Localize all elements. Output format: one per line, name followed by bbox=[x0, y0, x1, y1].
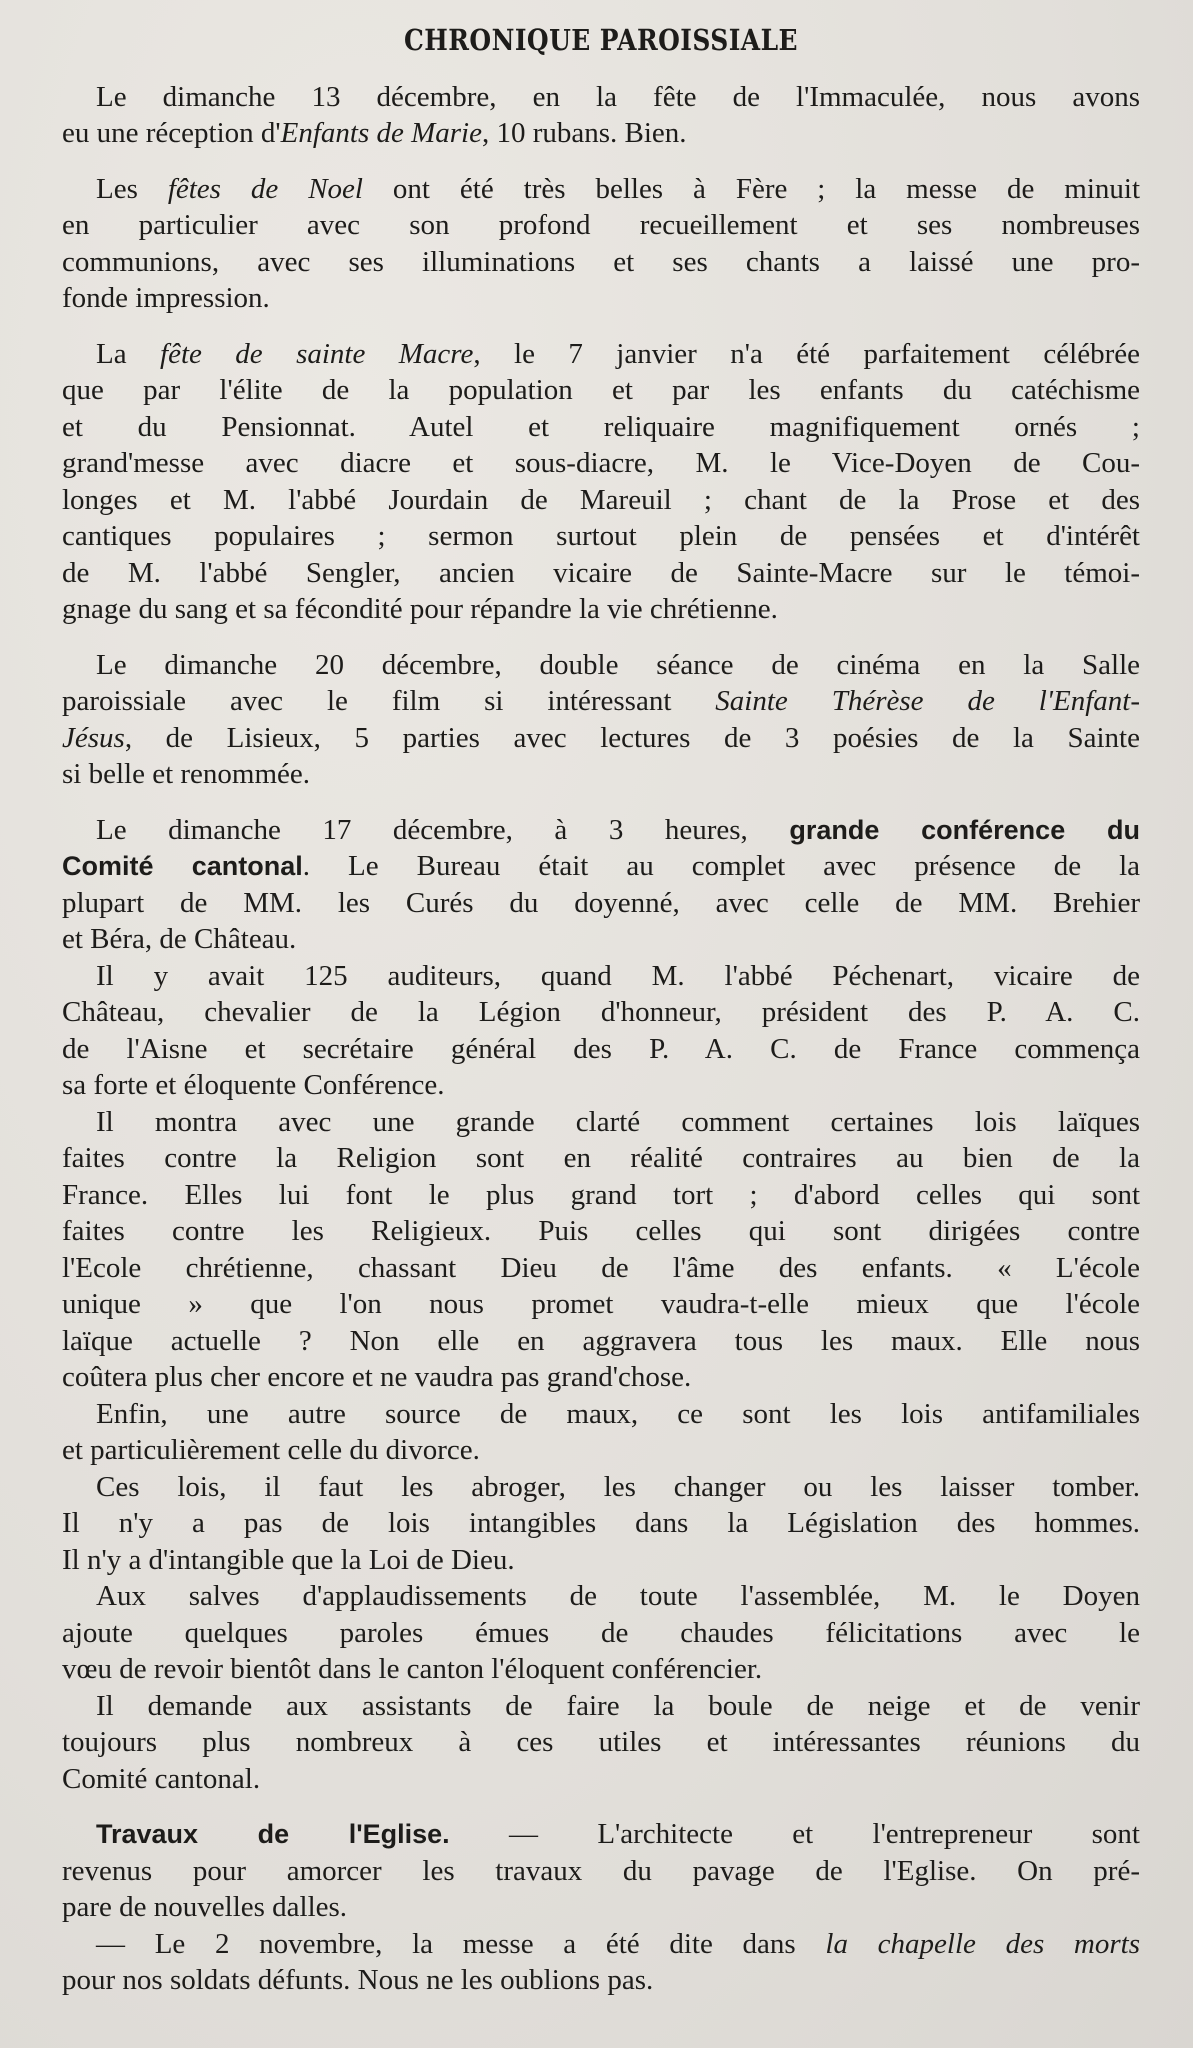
bold-text: Comité cantonal bbox=[62, 851, 303, 881]
text-segment: La bbox=[96, 337, 161, 370]
text-line bbox=[62, 683, 1140, 720]
text-segment: Les bbox=[96, 172, 168, 205]
text-segment: Le dimanche 13 décembre, en la fête de l'Immaculée, nous avons bbox=[96, 80, 1140, 113]
text-segment: cantiques populaires ; sermon surtout plein de pensées et d'intérêt bbox=[62, 520, 1140, 552]
text-segment: sa forte et éloquente Conférence. bbox=[62, 1069, 445, 1101]
text-segment: faites contre la Religion sont en réalité contraires au bien de la bbox=[62, 1142, 1140, 1174]
paragraph bbox=[62, 336, 1140, 628]
text-line bbox=[62, 1542, 1140, 1579]
text-segment: de M. l'abbé Sengler, ancien vicaire de Sainte-Macre sur le témoi- bbox=[62, 556, 1140, 589]
text-line bbox=[62, 1396, 1140, 1433]
italic-text: fête de sainte Macre bbox=[160, 337, 474, 370]
text-line bbox=[62, 372, 1140, 409]
text-line bbox=[62, 885, 1140, 922]
text-line bbox=[62, 1104, 1140, 1141]
text-segment: grand'messe avec diacre et sous-diacre, M. le Vice-Doyen de Cou- bbox=[62, 447, 1140, 479]
text-segment: coûtera plus cher encore et ne vaudra pas grand'chose. bbox=[62, 1361, 692, 1393]
text-segment: ajoute quelques paroles émues de chaudes félicitations avec le bbox=[62, 1616, 1140, 1649]
text-line bbox=[62, 994, 1140, 1031]
article-body bbox=[62, 79, 1140, 1999]
text-segment: Château, chevalier de la Légion d'honneur, président des P. A. C. bbox=[62, 996, 1140, 1028]
text-line bbox=[62, 1286, 1140, 1323]
paragraph bbox=[62, 171, 1140, 317]
italic-text: la chapelle des morts bbox=[825, 1927, 1140, 1960]
text-line bbox=[62, 1615, 1140, 1652]
text-segment: Ces lois, il faut les abroger, les changer ou les laisser tomber. bbox=[96, 1470, 1140, 1503]
text-segment: Enfin, une autre source de maux, ce sont les lois antifamiliales bbox=[96, 1397, 1140, 1430]
text-line bbox=[62, 1724, 1140, 1761]
text-line bbox=[62, 1651, 1140, 1688]
paragraph bbox=[62, 1396, 1140, 1469]
text-line bbox=[62, 79, 1140, 116]
paragraph bbox=[62, 1578, 1140, 1688]
paragraph bbox=[62, 1688, 1140, 1798]
text-segment: — Le 2 novembre, la messe a été dite dans bbox=[96, 1927, 826, 1960]
text-line bbox=[62, 555, 1140, 592]
text-segment: , le 7 janvier n'a été parfaitement célébrée bbox=[473, 337, 1140, 370]
text-segment: Comité cantonal. bbox=[62, 1762, 261, 1795]
text-segment: en particulier avec son profond recueillement et ses nombreuses bbox=[62, 209, 1140, 241]
text-line bbox=[62, 848, 1140, 885]
text-line bbox=[62, 1140, 1140, 1177]
text-segment: paroissiale avec le film si intéressant bbox=[62, 685, 716, 717]
text-segment: toujours plus nombreux à ces utiles et intéressantes réunions du bbox=[62, 1726, 1140, 1758]
text-segment: fonde impression. bbox=[62, 282, 270, 314]
text-segment: Il montra avec une grande clarté comment certaines lois laïques bbox=[96, 1105, 1140, 1138]
text-segment: revenus pour amorcer les travaux du pavage de l'Eglise. On pré- bbox=[62, 1854, 1140, 1887]
italic-text: fêtes de Noel bbox=[167, 172, 363, 205]
text-line bbox=[62, 720, 1140, 757]
text-line bbox=[62, 171, 1140, 208]
text-segment: communions, avec ses illuminations et ses chants a laissé une pro- bbox=[62, 245, 1140, 278]
text-line bbox=[62, 812, 1140, 849]
text-line bbox=[62, 1578, 1140, 1615]
text-segment: plupart de MM. les Curés du doyenné, avec celle de MM. Brehier bbox=[62, 886, 1140, 919]
text-segment: et particulièrement celle du divorce. bbox=[62, 1434, 480, 1466]
text-line bbox=[62, 280, 1140, 317]
text-line bbox=[62, 1889, 1140, 1926]
bold-text: grande conférence du bbox=[789, 814, 1140, 845]
text-segment: France. Elles lui font le plus grand tort ; d'abord celles qui sont bbox=[62, 1178, 1140, 1211]
italic-text: Sainte Thérèse de l'Enfant- bbox=[715, 685, 1140, 717]
text-line bbox=[62, 1177, 1140, 1214]
text-segment: unique » que l'on nous promet vaudra-t-elle mieux que l'école bbox=[62, 1288, 1140, 1320]
text-segment: Il n'y a d'intangible que la Loi de Dieu. bbox=[62, 1543, 515, 1576]
paragraph bbox=[62, 79, 1140, 152]
text-line bbox=[62, 518, 1140, 555]
paragraph bbox=[62, 812, 1140, 958]
text-segment: eu une réception d' bbox=[62, 117, 281, 149]
italic-text: Jésus bbox=[62, 721, 125, 754]
paragraph bbox=[62, 1104, 1140, 1396]
text-segment: Le dimanche 17 décembre, à 3 heures, bbox=[96, 813, 790, 846]
text-segment: Il y avait 125 auditeurs, quand M. l'abbé Péchenart, vicaire de bbox=[96, 959, 1140, 992]
text-segment: — L'architecte et l'entrepreneur sont bbox=[449, 1818, 1140, 1850]
text-line bbox=[62, 1213, 1140, 1250]
text-line bbox=[62, 1688, 1140, 1725]
text-segment: , 10 rubans. Bien. bbox=[481, 117, 687, 149]
text-segment: Il n'y a pas de lois intangibles dans la Législation des hommes. bbox=[62, 1507, 1140, 1539]
text-line bbox=[62, 445, 1140, 482]
document-page bbox=[62, 22, 1140, 1999]
text-line bbox=[62, 1432, 1140, 1469]
italic-text: Enfants de Marie bbox=[280, 117, 482, 149]
text-line bbox=[62, 756, 1140, 793]
text-line bbox=[62, 1761, 1140, 1798]
paragraph bbox=[62, 1926, 1140, 1999]
text-line bbox=[62, 1505, 1140, 1542]
text-line bbox=[62, 1359, 1140, 1396]
text-segment: que par l'élite de la population et par les enfants du catéchisme bbox=[62, 374, 1140, 406]
text-line bbox=[62, 1926, 1140, 1963]
paragraph bbox=[62, 1816, 1140, 1926]
text-segment: faites contre les Religieux. Puis celles qui sont dirigées contre bbox=[62, 1215, 1140, 1247]
text-line bbox=[62, 1816, 1140, 1853]
paragraph bbox=[62, 958, 1140, 1104]
text-segment: ont été très belles à Fère ; la messe de minuit bbox=[362, 172, 1141, 205]
text-line bbox=[62, 1853, 1140, 1890]
text-segment: , de Lisieux, 5 parties avec lectures de 3 poésies de la Sainte bbox=[124, 721, 1140, 754]
text-segment: Il demande aux assistants de faire la boule de neige et de venir bbox=[96, 1689, 1140, 1722]
text-segment: et du Pensionnat. Autel et reliquaire magnifiquement ornés ; bbox=[62, 410, 1140, 443]
text-line bbox=[62, 1469, 1140, 1506]
text-line bbox=[62, 244, 1140, 281]
text-segment: de l'Aisne et secrétaire général des P. A. C. de France commença bbox=[62, 1032, 1140, 1065]
text-segment: si belle et renommée. bbox=[62, 758, 311, 790]
text-segment: gnage du sang et sa fécondité pour répandre la vie chrétienne. bbox=[62, 593, 778, 625]
text-line bbox=[62, 482, 1140, 519]
bold-text: Travaux de l'Eglise. bbox=[96, 1819, 450, 1849]
text-segment: laïque actuelle ? Non elle en aggravera tous les maux. Elle nous bbox=[62, 1324, 1140, 1357]
text-segment: longes et M. l'abbé Jourdain de Mareuil ; chant de la Prose et des bbox=[62, 483, 1140, 516]
text-segment: pare de nouvelles dalles. bbox=[62, 1891, 348, 1923]
paragraph bbox=[62, 1469, 1140, 1579]
text-line bbox=[62, 958, 1140, 995]
text-line bbox=[62, 591, 1140, 628]
text-line bbox=[62, 1067, 1140, 1104]
text-segment: pour nos soldats défunts. Nous ne les oublions pas. bbox=[62, 1964, 654, 1996]
text-line bbox=[62, 207, 1140, 244]
text-segment: l'Ecole chrétienne, chassant Dieu de l'âme des enfants. « L'école bbox=[62, 1251, 1140, 1284]
text-line bbox=[62, 1250, 1140, 1287]
text-segment: vœu de revoir bientôt dans le canton l'éloquent conférencier. bbox=[62, 1653, 763, 1685]
text-line bbox=[62, 409, 1140, 446]
text-line bbox=[62, 1323, 1140, 1360]
text-line bbox=[62, 115, 1140, 152]
paragraph bbox=[62, 647, 1140, 793]
page-title: CHRONIQUE PAROISSIALE bbox=[404, 23, 798, 57]
text-segment: . Le Bureau était au complet avec présence de la bbox=[302, 850, 1141, 882]
text-line bbox=[62, 336, 1140, 373]
text-line bbox=[62, 647, 1140, 684]
text-segment: Aux salves d'applaudissements de toute l'assemblée, M. le Doyen bbox=[96, 1580, 1140, 1612]
text-line bbox=[62, 1962, 1140, 1999]
text-line bbox=[62, 921, 1140, 958]
text-segment: et Béra, de Château. bbox=[62, 923, 297, 955]
text-line bbox=[62, 1031, 1140, 1068]
text-segment: Le dimanche 20 décembre, double séance de cinéma en la Salle bbox=[96, 648, 1140, 681]
